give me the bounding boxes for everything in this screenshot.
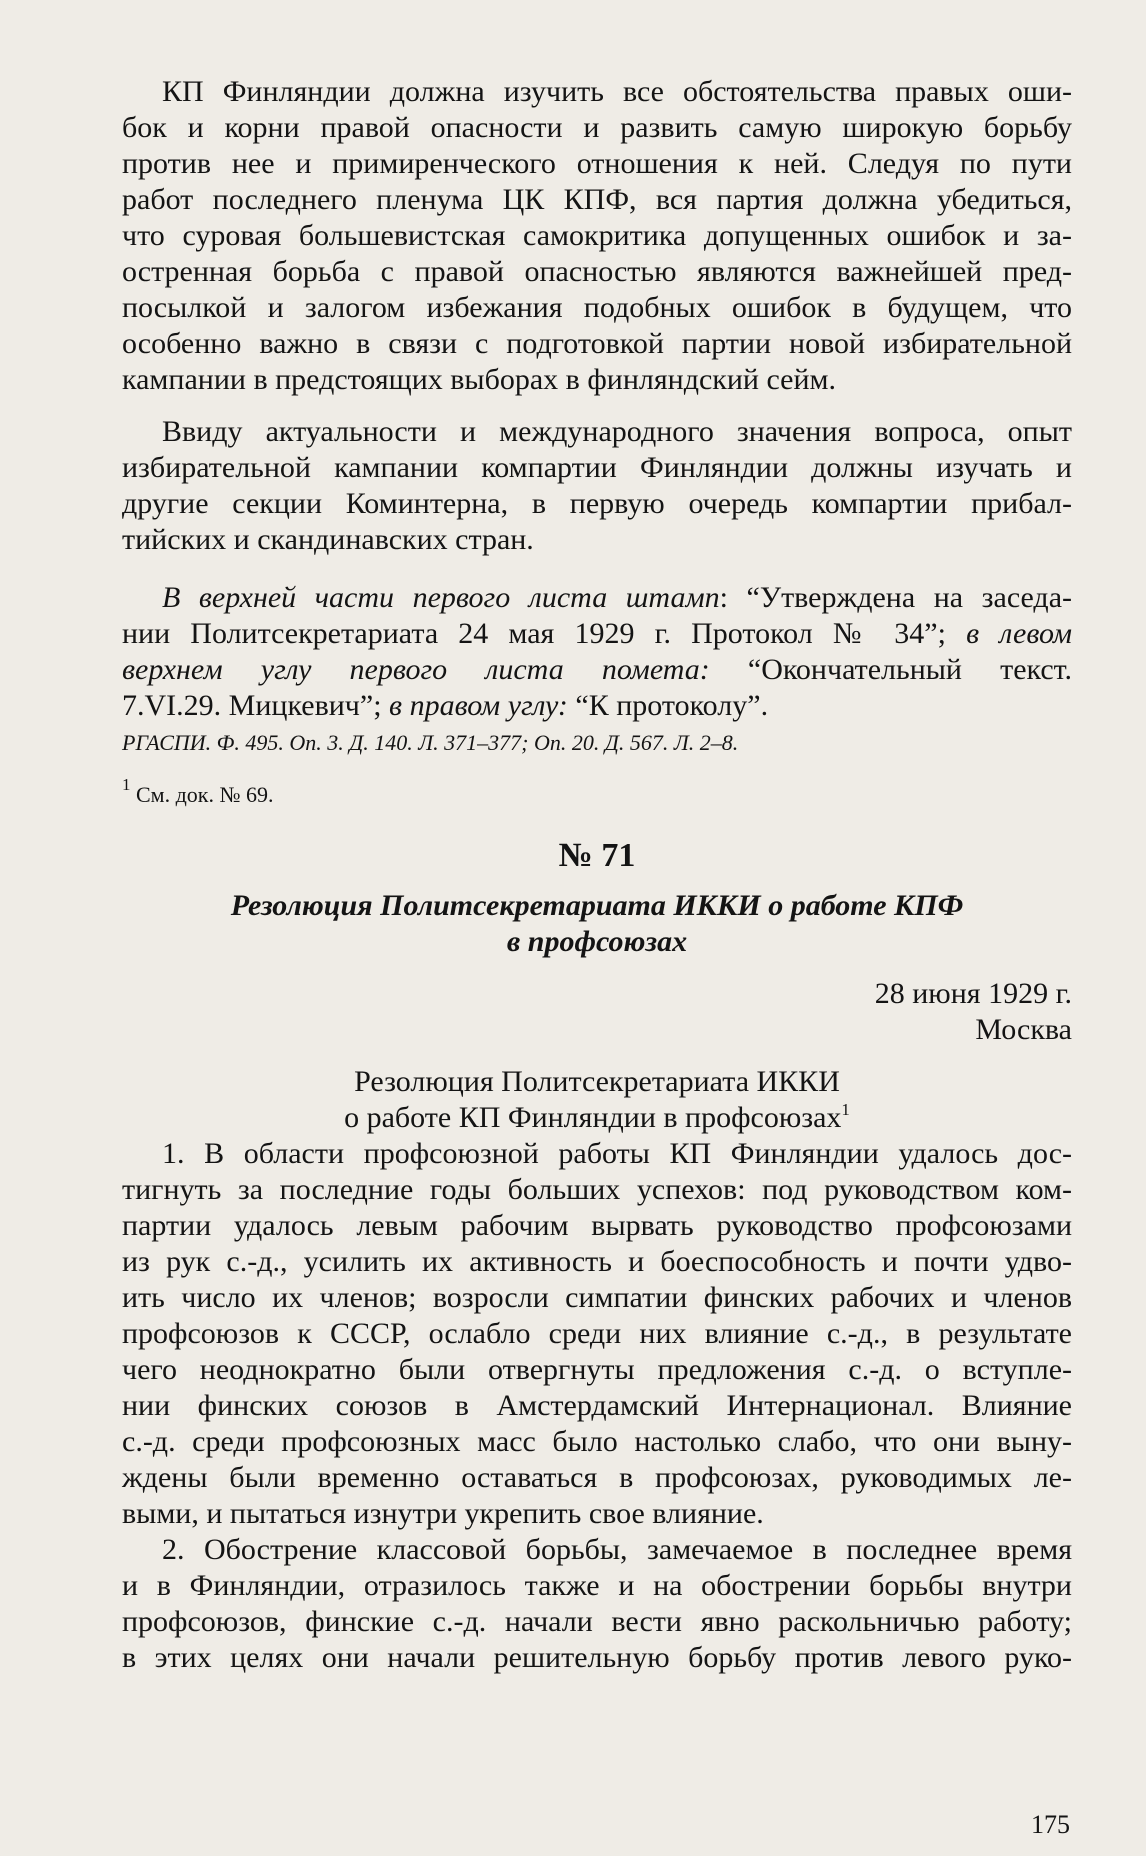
text-line: из рук с.-д., усилить их активность и боеспособность и почти удво- <box>122 1245 1072 1278</box>
annotation-text: “К протоколу”. <box>567 689 769 722</box>
text-line: избирательной кампании компартии Финляндии должны изучать и <box>122 451 1072 484</box>
text-line: КП Финляндии должна изучить все обстоятельства правых оши- <box>162 75 1072 108</box>
document-number: № 71 <box>558 837 636 874</box>
document-title-line-2: в профсоюзах <box>506 925 688 958</box>
footnote <box>122 775 1072 810</box>
footnote-text: См. док. № 69. <box>130 782 274 807</box>
text-line <box>122 652 1072 688</box>
footnote-marker: 1 <box>122 775 131 794</box>
document-place: Москва <box>975 1013 1072 1046</box>
annotation-italic: верхнем углу первого листа помета: <box>122 653 710 686</box>
resolution-heading-line-2 <box>122 1100 1072 1136</box>
paragraph-4 <box>122 1532 1072 1676</box>
text-line: другие секции Коминтерна, в первую очередь компартии прибал- <box>122 487 1072 520</box>
text-line: против нее и примиренческого отношения к ней. Следуя по пути <box>122 147 1072 180</box>
text-line: работ последнего пленума ЦК КПФ, вся партия должна убедиться, <box>122 183 1072 216</box>
text-line <box>122 688 1072 724</box>
text-line: особенно важно в связи с подготовкой партии новой избирательной <box>122 327 1072 360</box>
text-line: выми, и пытаться изнутри укрепить свое влияние. <box>122 1497 764 1530</box>
document-date: 28 июня 1929 г. <box>874 977 1072 1010</box>
annotation-text: 7.VI.29. Мицкевич”; <box>122 689 382 722</box>
archive-reference: РГАСПИ. Ф. 495. Оп. 3. Д. 140. Л. 371–377; Оп. 20. Д. 567. Л. 2–8. <box>122 730 739 755</box>
text-line: тийских и скандинавских стран. <box>122 523 534 556</box>
text-line: чего неоднократно были отвергнуты предложения с.-д. о вступле- <box>122 1353 1072 1386</box>
resolution-heading-text: о работе КП Финляндии в профсоюзах <box>344 1101 842 1134</box>
annotation-text: : “Утверждена на заседа- <box>719 581 1072 614</box>
text-line <box>122 616 1072 652</box>
text-line: 1. В области профсоюзной работы КП Финляндии удалось дос- <box>162 1137 1072 1170</box>
document-title-line-1: Резолюция Политсекретариата ИККИ о работе КПФ <box>230 889 964 922</box>
annotation-italic: в левом <box>945 617 1073 650</box>
footnote-marker: 1 <box>841 1100 850 1119</box>
page-number: 175 <box>1031 1810 1070 1839</box>
text-line: бок и корни правой опасности и развить самую широкую борьбу <box>122 111 1072 144</box>
archival-annotation <box>122 580 1072 724</box>
text-column <box>122 74 1072 1676</box>
text-line: ить число их членов; возросли симпатии финских рабочих и членов <box>122 1281 1072 1314</box>
annotation-italic: в правом углу: <box>381 689 568 722</box>
text-line: с.-д. среди профсоюзных масс было настолько слабо, что они выну- <box>122 1425 1072 1458</box>
text-line: Ввиду актуальности и международного значения вопроса, опыт <box>162 415 1072 448</box>
resolution-heading-line-1: Резолюция Политсекретариата ИККИ <box>354 1065 840 1098</box>
text-line: профсоюзов, финские с.-д. начали вести явно раскольничью работу; <box>122 1605 1072 1638</box>
text-line: и в Финляндии, отразилось также и на обострении борьбы внутри <box>122 1569 1072 1602</box>
text-line: что суровая большевистская самокритика допущенных ошибок и за- <box>122 219 1072 252</box>
text-line: кампании в предстоящих выборах в финляндский сейм. <box>122 363 837 396</box>
text-line: в этих целях они начали решительную борьбу против левого руко- <box>122 1641 1072 1674</box>
text-line: партии удалось левым рабочим вырвать руководство профсоюзами <box>122 1209 1072 1242</box>
paragraph-3 <box>122 1136 1072 1532</box>
text-line: тигнуть за последние годы больших успехов: под руководством ком- <box>122 1173 1072 1206</box>
text-line: нии финских союзов в Амстердамский Интернационал. Влияние <box>122 1389 1072 1422</box>
text-line: профсоюзов к СССР, ослабло среди них влияние с.-д., в результате <box>122 1317 1072 1350</box>
text-line: 2. Обострение классовой борьбы, замечаемое в последнее время <box>162 1533 1072 1566</box>
annotation-italic: В верхней части первого листа штамп <box>162 581 720 614</box>
text-line: посылкой и залогом избежания подобных ошибок в будущем, что <box>122 291 1072 324</box>
annotation-text: нии Политсекретариата 24 мая 1929 г. Протокол № 34”; <box>122 617 946 650</box>
annotation-text: “Окончательный текст. <box>709 653 1073 686</box>
paragraph-1 <box>122 74 1072 398</box>
text-line <box>122 580 1072 616</box>
text-line: ждены были временно оставаться в профсоюзах, руководимых ле- <box>122 1461 1072 1494</box>
paragraph-2 <box>122 414 1072 558</box>
text-line: остренная борьба с правой опасностью являются важнейшей пред- <box>122 255 1072 288</box>
